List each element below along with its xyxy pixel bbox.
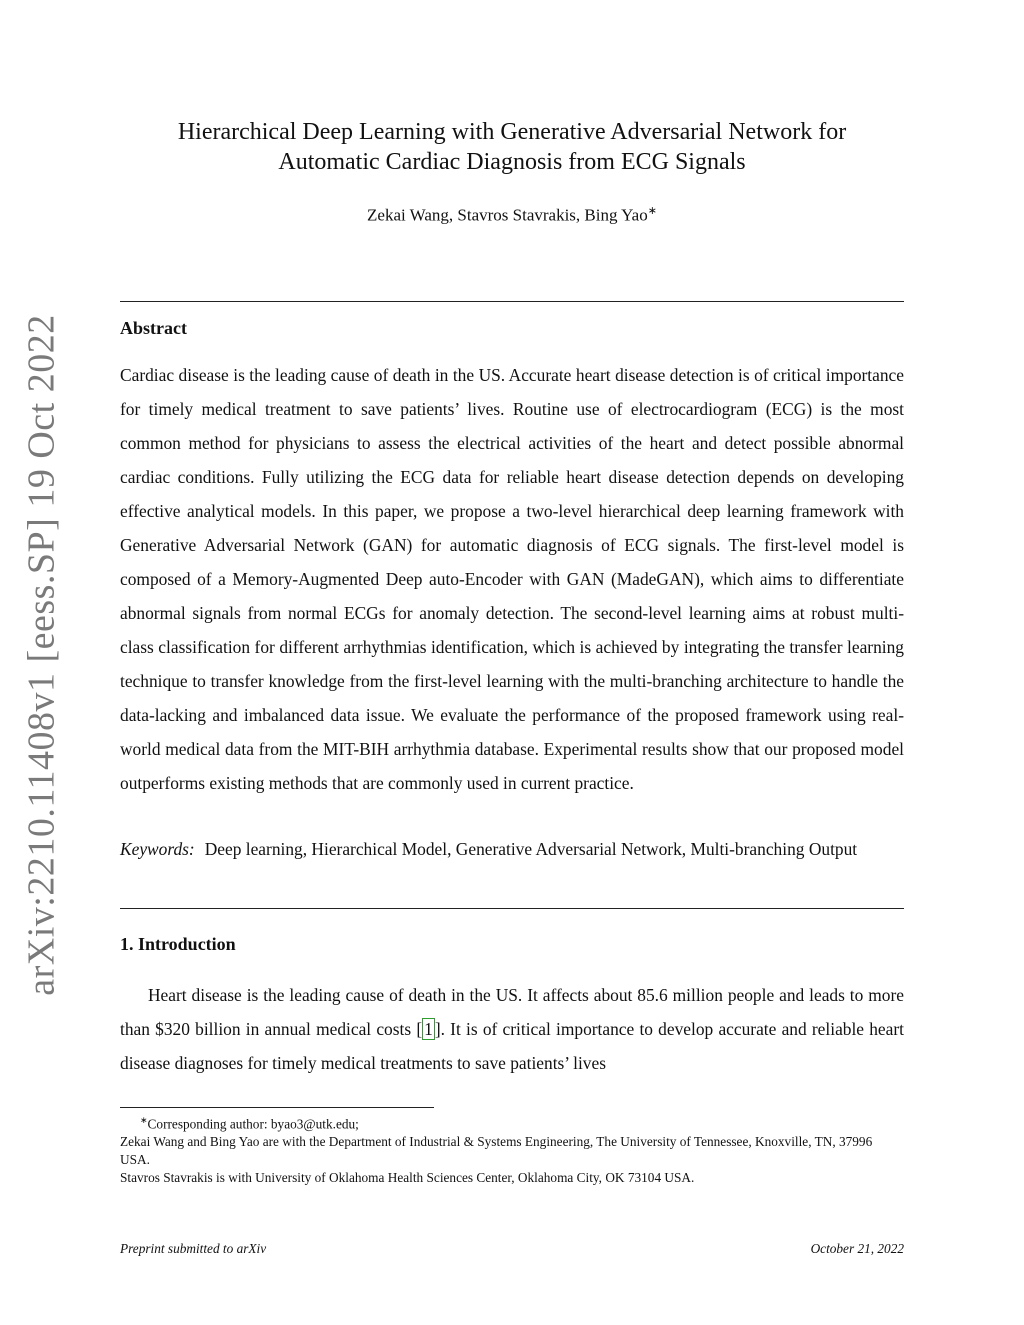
footnote-mark: ∗ (140, 1115, 148, 1125)
keywords-block (120, 832, 904, 866)
footnote-affiliation-2: Stavros Stavrakis is with University of Oklahoma Health Sciences Center, Oklahoma City, OK 73104 USA. (120, 1170, 695, 1186)
abstract-top-rule (120, 301, 904, 302)
footer-date: October 21, 2022 (810, 1241, 904, 1256)
keywords-label: Keywords: (120, 839, 195, 859)
abstract-heading: Abstract (120, 318, 187, 338)
footnote-affiliation-1: Zekai Wang and Bing Yao are with the Department of Industrial & Systems Engineering, The University of Tennessee, Knoxville, TN, 37996 USA. (120, 1134, 873, 1168)
footnote-corresponding-text: Corresponding author: byao3@utk.edu; (147, 1116, 359, 1132)
introduction-heading: 1. Introduction (120, 934, 236, 954)
author-list (120, 204, 904, 226)
citation-link[interactable]: 1 (424, 1019, 433, 1039)
abstract-text: Cardiac disease is the leading cause of death in the US. Accurate heart disease detection is of critical importance for timely medical treatment to save patients’ lives. Routine use of electrocardiogram (ECG) is the most common method for physicians to assess the electrical activities of the heart and detect possible abnormal cardiac conditions. Fully utilizing the ECG data for reliable heart disease detection depends on developing effective analytical models. In this paper, we propose a two-level hierarchical deep learning framework with Generative Adversarial Network (GAN) for automatic diagnosis of ECG signals. The first-level model is composed of a Memory-Augmented Deep auto-Encoder with GAN (MadeGAN), which aims to differentiate abnormal signals from normal ECGs for anomaly detection. The second-level learning aims at robust multi-class classification for different arrhythmias identification, which is achieved by integrating the transfer learning technique to transfer knowledge from the first-level learning with the multi-branching architecture to handle the data-lacking and imbalanced data issue. We evaluate the performance of the proposed framework using real-world medical data from the MIT-BIH arrhythmia database. Experimental results show that our proposed model outperforms existing methods that are commonly used in current practice. (120, 365, 904, 793)
footer-preprint-note: Preprint submitted to arXiv (120, 1241, 267, 1256)
abstract-bottom-rule (120, 908, 904, 909)
keywords-text: Deep learning, Hierarchical Model, Generative Adversarial Network, Multi-branching Output (204, 839, 858, 859)
introduction-paragraph: Heart disease is the leading cause of death in the US. It affects about 85.6 million people and leads to more than $320 billion in annual medical costs [ 1 ]. It is of critical importance to develop accurate and reliable heart disease diagnoses for timely medical treatments to save patients’ lives (120, 985, 904, 1073)
footnote-corresponding (120, 1111, 904, 1133)
arxiv-identifier-text: arXiv:2210.11408v1 [eess.SP] 19 Oct 2022 (21, 314, 64, 996)
footnote-rule (120, 1107, 434, 1108)
arxiv-identifier-stamp (12, 314, 72, 996)
paper-title (120, 117, 904, 177)
intro-text-before-citation: Heart disease is the leading cause of death in the US. It affects about 85.6 million people and leads to more than $320 billion in annual medical costs (120, 985, 904, 1039)
title-line-2: Automatic Cardiac Diagnosis from ECG Signals (278, 149, 746, 175)
footnotes (120, 1111, 904, 1187)
author-names: Zekai Wang, Stavros Stavrakis, Bing Yao (367, 205, 648, 225)
title-line-1: Hierarchical Deep Learning with Generative Adversarial Network for (177, 119, 847, 145)
intro-text-after-citation: . It is of critical importance to develop accurate and reliable heart disease diagnoses for timely medical treatments to save patients’ lives (120, 1019, 904, 1073)
corresponding-author-mark: ∗ (647, 205, 657, 217)
